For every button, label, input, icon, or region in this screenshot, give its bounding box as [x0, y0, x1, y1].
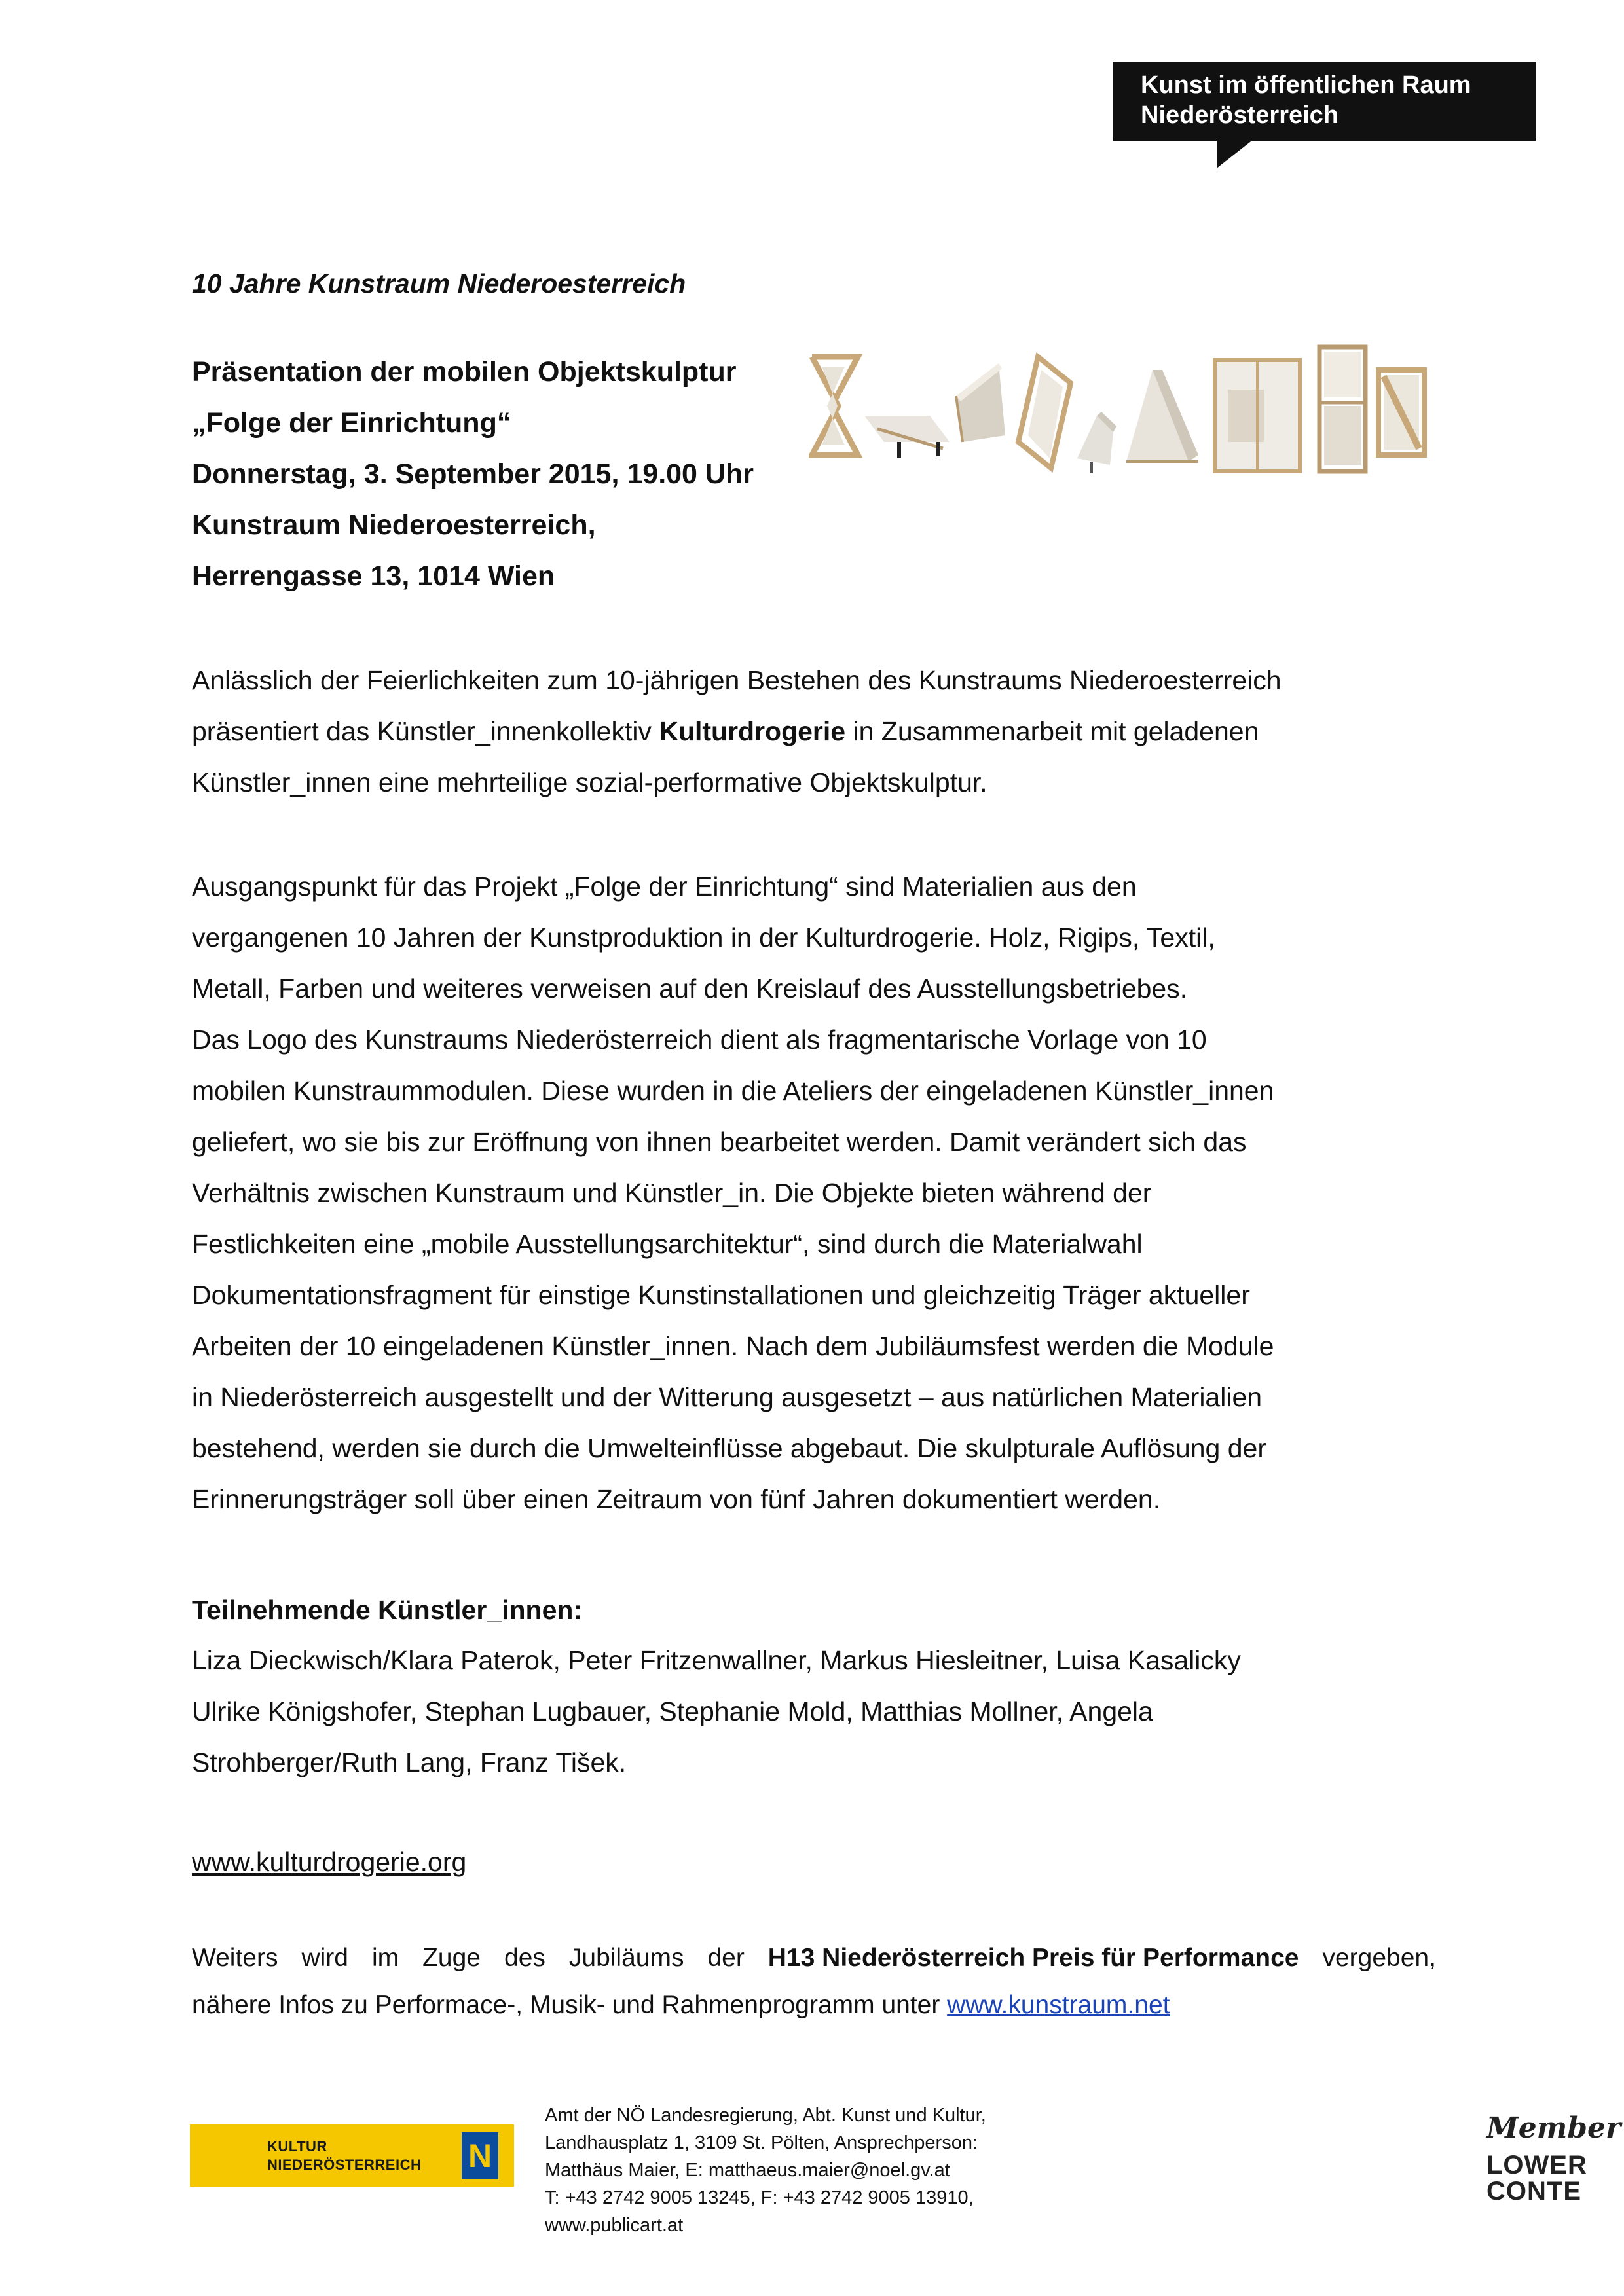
sculpture-block — [1077, 412, 1116, 473]
awards-word: vergeben, — [1322, 1944, 1436, 1972]
kultur-noe-mark-letter: N — [468, 2138, 492, 2174]
kultur-noe-logo-line1: KULTUR — [267, 2138, 327, 2155]
paragraph-line: Verhältnis zwischen Kunstraum und Künstler_in. Die Objekte bieten während der — [192, 1178, 1152, 1208]
footer-address-line: T: +43 2742 9005 13245, F: +43 2742 9005 13910, — [545, 2187, 974, 2208]
awards-word: wird — [301, 1944, 348, 1972]
awards-text: nähere Infos zu Performace-, Musik- und Rahmenprogramm unter — [192, 1991, 948, 2019]
collective-name: Kulturdrogerie — [659, 716, 846, 746]
paragraph-text: in Zusammenarbeit mit geladenen — [845, 716, 1259, 746]
paragraph-project — [192, 861, 1274, 1525]
awards-word: Zuge — [422, 1944, 481, 1972]
awards-line — [192, 1982, 1436, 2029]
paragraph-line: Festlichkeiten eine „mobile Ausstellungsarchitektur“, sind durch die Materialwahl — [192, 1229, 1143, 1259]
sculpture-panel — [1215, 360, 1300, 471]
participants-line: Liza Dieckwisch/Klara Paterok, Peter Fritzenwallner, Markus Hiesleitner, Luisa Kasalicky — [192, 1645, 1241, 1675]
event-details — [192, 346, 754, 602]
publisher-logo-line1: Kunst im öffentlichen Raum — [1141, 71, 1471, 99]
paragraph-line: in Niederösterreich ausgestellt und der Witterung ausgesetzt – aus natürlichen Materialien — [192, 1382, 1263, 1412]
kultur-noe-logo-text — [267, 2138, 421, 2174]
paragraph-line: bestehend, werden sie durch die Umwelteinflüsse abgebaut. Die skulpturale Auflösung der — [192, 1433, 1267, 1463]
awards-word: Weiters — [192, 1944, 278, 1972]
awards-word: der — [707, 1944, 745, 1972]
sculpture-tent — [1126, 370, 1198, 462]
paragraph-text: präsentiert das Künstler_innenkollektiv — [192, 716, 659, 746]
kultur-noe-mark-icon — [462, 2132, 498, 2179]
participants-line: Strohberger/Ruth Lang, Franz Tišek. — [192, 1747, 627, 1777]
event-work-title: „Folge der Einrichtung“ — [192, 407, 511, 439]
paragraph-intro — [192, 655, 1282, 808]
paragraph-line: Künstler_innen eine mehrteilige sozial-performative Objektskulptur. — [192, 767, 987, 797]
awards-line — [192, 1935, 1436, 1982]
sculpture-n-frame — [1378, 370, 1424, 455]
event-subtitle: Präsentation der mobilen Objektskulptur — [192, 356, 737, 388]
footer-address-line: Matthäus Maier, E: matthaeus.maier@noel.gv.at — [545, 2160, 950, 2181]
footer-address-line: Amt der NÖ Landesregierung, Abt. Kunst und Kultur, — [545, 2105, 986, 2126]
awards-word: Jubiläums — [568, 1944, 684, 1972]
awards-word: des — [504, 1944, 545, 1972]
event-date: Donnerstag, 3. September 2015, 19.00 Uhr — [192, 458, 754, 490]
participants-list — [192, 1635, 1241, 1788]
event-address: Herrengasse 13, 1014 Wien — [192, 560, 555, 592]
participants-line: Ulrike Königshofer, Stephan Lugbauer, Stephanie Mold, Matthias Mollner, Angela — [192, 1696, 1153, 1726]
kultur-noe-logo — [190, 2124, 514, 2187]
award-name: H13 Niederösterreich Preis für Performance — [767, 1944, 1299, 1972]
member-logo-conte: CONTE — [1486, 2177, 1581, 2206]
paragraph-line: Erinnerungsträger soll über einen Zeitraum von fünf Jahren dokumentiert werden. — [192, 1484, 1161, 1514]
kultur-noe-logo-line2: NIEDERÖSTERREICH — [267, 2157, 422, 2173]
paragraph-line: Metall, Farben und weiteres verweisen auf den Kreislauf des Ausstellungsbetriebes. — [192, 974, 1188, 1004]
sculpture-bench — [864, 416, 950, 458]
kunstraum-link[interactable]: www.kunstraum.net — [947, 1991, 1170, 2019]
paragraph-line: vergangenen 10 Jahren der Kunstproduktion in der Kulturdrogerie. Holz, Rigips, Textil, — [192, 922, 1215, 953]
footer-address-line: www.publicart.at — [545, 2215, 684, 2236]
paragraph-line: Ausgangspunkt für das Projekt „Folge der Einrichtung“ sind Materialien aus den — [192, 871, 1137, 902]
website-link[interactable]: www.kulturdrogerie.org — [192, 1847, 467, 1877]
paragraph-line: geliefert, wo sie bis zur Eröffnung von ihnen bearbeitet werden. Damit verändert sich das — [192, 1127, 1247, 1157]
sculpture-photos — [809, 344, 1473, 475]
paragraph-line: Das Logo des Kunstraums Niederösterreich dient als fragmentarische Vorlage von 10 — [192, 1025, 1207, 1055]
paragraph-line: Anlässlich der Feierlichkeiten zum 10-jährigen Bestehen des Kunstraums Niederoesterreich — [192, 665, 1282, 695]
sculpture-slab — [956, 363, 1005, 442]
paragraph-line: Arbeiten der 10 eingeladenen Künstler_innen. Nach dem Jubiläumsfest werden die Module — [192, 1331, 1274, 1361]
awards-word: im — [371, 1944, 399, 1972]
footer-address-line: Landhausplatz 1, 3109 St. Pölten, Ansprechperson: — [545, 2132, 978, 2153]
sculpture-a-frame — [1018, 357, 1071, 468]
paragraph-line: mobilen Kunstraummodulen. Diese wurden in die Ateliers der eingeladenen Künstler_innen — [192, 1076, 1274, 1106]
awards-note — [192, 1935, 1436, 2029]
member-logo-lower: LOWER — [1486, 2151, 1587, 2179]
publisher-logo-line2: Niederösterreich — [1141, 101, 1339, 129]
paragraph-line — [192, 706, 1282, 757]
participants-heading: Teilnehmende Künstler_innen: — [192, 1595, 583, 1625]
member-logo-script: Member — [1486, 2111, 1621, 2145]
sculpture-cabinet — [1320, 347, 1365, 471]
event-name: 10 Jahre Kunstraum Niederoesterreich — [192, 268, 686, 299]
publisher-logo-tail — [1217, 139, 1253, 168]
event-venue: Kunstraum Niederoesterreich, — [192, 509, 596, 541]
paragraph-line: Dokumentationsfragment für einstige Kunstinstallationen und gleichzeitig Träger aktueller — [192, 1280, 1250, 1310]
footer-address — [545, 2102, 986, 2239]
